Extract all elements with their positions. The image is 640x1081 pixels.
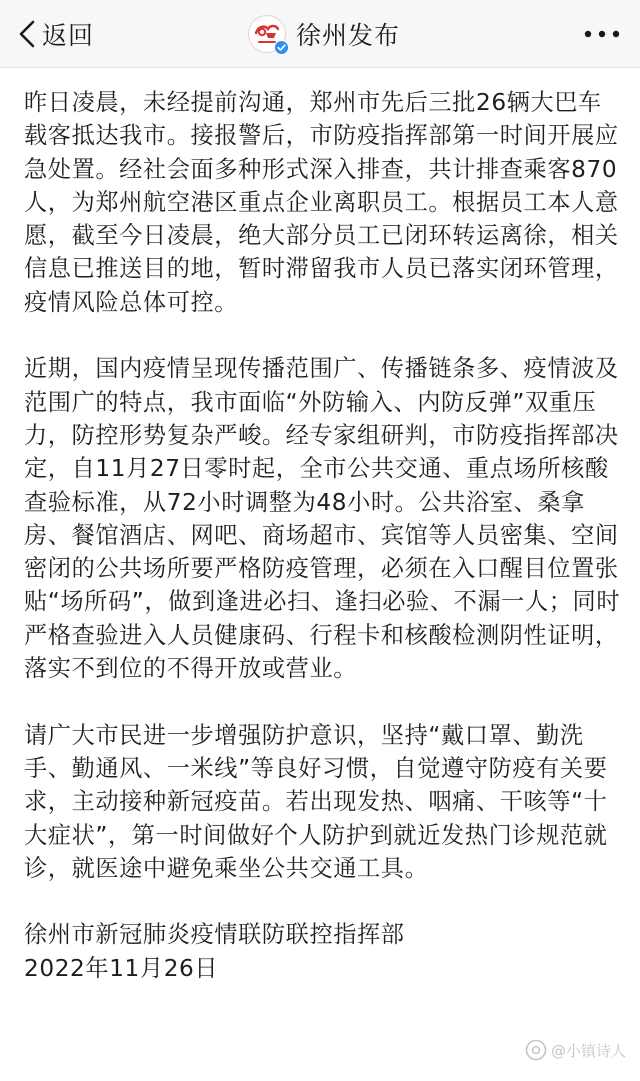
- paragraph-spacer: [24, 319, 624, 352]
- paragraph-spacer: [24, 885, 624, 918]
- back-button[interactable]: [14, 14, 94, 54]
- article-body: [24, 86, 624, 985]
- paragraph-spacer: [24, 685, 624, 718]
- chevron-left-icon: [14, 14, 40, 54]
- verified-badge-icon: [274, 40, 289, 55]
- account-header[interactable]: [248, 12, 400, 56]
- account-name: 徐州发布: [296, 21, 401, 50]
- watermark-logo-icon: [525, 1039, 547, 1061]
- signature-date: 2022年11月26日: [24, 954, 219, 982]
- back-label: 返回: [42, 21, 95, 50]
- more-button[interactable]: [578, 20, 626, 48]
- avatar: [248, 15, 286, 53]
- watermark: [525, 1039, 626, 1061]
- article-paragraph: 请广大市民进一步增强防护意识，坚持“戴口罩、勤洗手、勤通风、一米线”等良好习惯，自觉遵守防疫有关要求，主动接种新冠疫苗。若出现发热、咽痛、干咳等“十大症状”，第一时间做好个人防护到就近发热门诊规范就诊，就医途中避免乘坐公共交通工具。: [24, 721, 608, 882]
- article-paragraph: 近期，国内疫情呈现传播范围广、传播链条多、疫情波及范围广的特点，我市面临“外防输入、内防反弹”双重压力，防控形势复杂严峻。经专家组研判，市防疫指挥部决定，自11月27日零时起，全市公共交通、重点场所核酸查验标准，从72小时调整为48小时。公共浴室、桑拿房、餐馆酒店、网吧、商场超市、宾馆等人员密集、空间密闭的公共场所要严格防疫管理，必须在入口醒目位置张贴“场所码”，做到逢进必扫、逢扫必验、不漏一人；同时严格查验进入人员健康码、行程卡和核酸检测阴性证明，落实不到位的不得开放或营业。: [24, 355, 621, 683]
- more-dots-icon: [582, 29, 622, 39]
- watermark-text: @小镇诗人: [550, 1041, 626, 1060]
- top-navbar: [0, 0, 640, 68]
- article-paragraph: 昨日凌晨，未经提前沟通，郑州市先后三批26辆大巴车载客抵达我市。接报警后，市防疫指挥部第一时间开展应急处置。经社会面多种形式深入排查，共计排查乘客870人，为郑州航空港区重点企业离职员工。根据员工本人意愿，截至今日凌晨，绝大部分员工已闭环转运离徐，相关信息已推送目的地，暂时滞留我市人员已落实闭环管理，疫情风险总体可控。: [24, 89, 619, 316]
- signature-organization: 徐州市新冠肺炎疫情联防联控指挥部: [24, 921, 405, 949]
